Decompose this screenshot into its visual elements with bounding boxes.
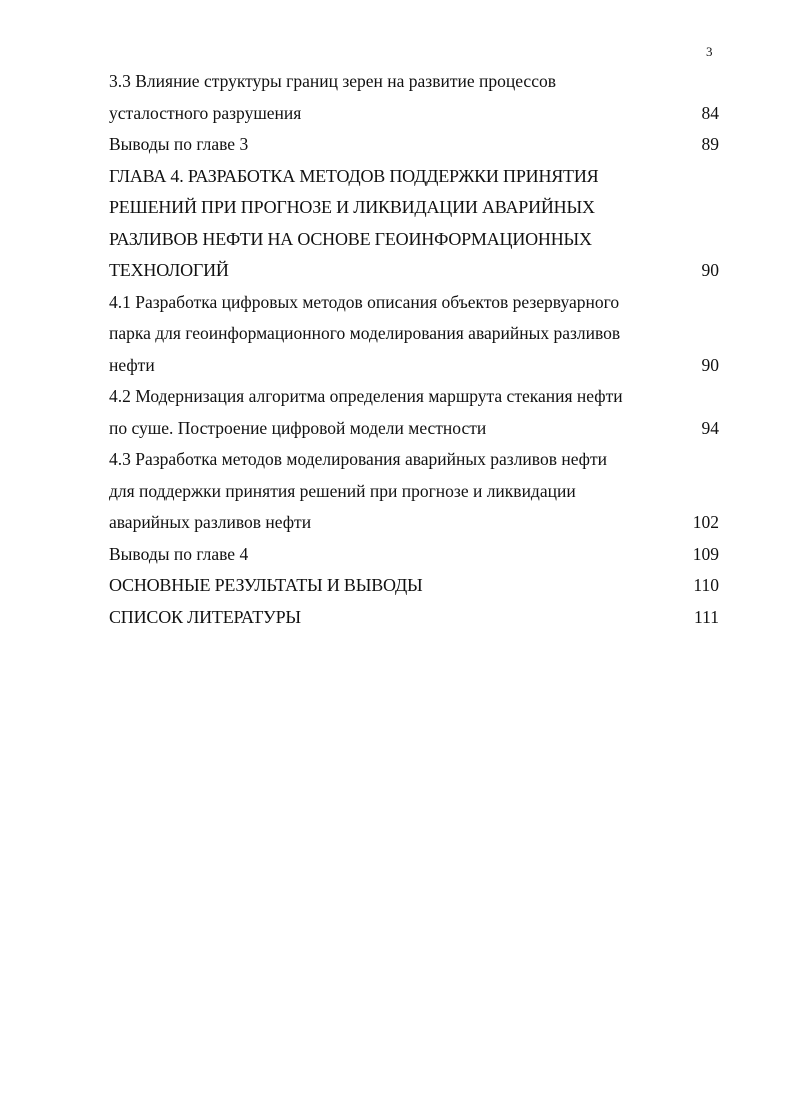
toc-entry-page: 109	[692, 543, 719, 564]
toc-entry-page: 90	[701, 354, 719, 375]
toc-entry-title-line: 4.1 Разработка цифровых методов описания объектов резервуарного	[109, 291, 620, 312]
toc-entry-4-2[interactable]	[109, 381, 719, 444]
toc-entry-title-line: ОСНОВНЫЕ РЕЗУЛЬТАТЫ И ВЫВОДЫ	[109, 575, 423, 595]
toc-entry-title-line: усталостного разрушения	[109, 102, 302, 123]
toc-entry-page: 102	[692, 512, 719, 532]
toc-entry-references[interactable]	[109, 602, 719, 634]
toc-entry-3-3[interactable]	[109, 66, 719, 129]
table-of-contents	[109, 66, 719, 633]
toc-entry-page: 110	[693, 575, 719, 595]
toc-entry-title-line: аварийных разливов нефти	[109, 512, 312, 532]
toc-entry-chapter-4[interactable]	[109, 161, 719, 287]
toc-entry-title-line: Выводы по главе 3	[109, 134, 249, 154]
toc-entry-title-line: Выводы по главе 4	[109, 543, 249, 564]
toc-entry-title-line: по суше. Построение цифровой модели местности	[109, 417, 487, 438]
toc-entry-page: 89	[701, 134, 719, 154]
toc-entry-title-line: СПИСОК ЛИТЕРАТУРЫ	[109, 606, 301, 627]
toc-entry-page: 111	[694, 606, 719, 627]
toc-entry-title-line: РЕШЕНИЙ ПРИ ПРОГНОЗЕ И ЛИКВИДАЦИИ АВАРИЙНЫХ	[109, 197, 595, 217]
toc-entry-main-results[interactable]	[109, 570, 719, 602]
toc-entry-title-line: 4.3 Разработка методов моделирования аварийных разливов нефти	[109, 449, 608, 469]
toc-entry-title-line: ТЕХНОЛОГИЙ	[109, 260, 229, 280]
toc-entry-title-line: парка для геоинформационного моделирования аварийных разливов	[109, 323, 621, 343]
toc-entry-conclusions-ch3[interactable]	[109, 129, 719, 161]
toc-entry-page: 90	[701, 260, 719, 280]
page-number: 3	[706, 44, 713, 59]
toc-entry-title-line: РАЗЛИВОВ НЕФТИ НА ОСНОВЕ ГЕОИНФОРМАЦИОННЫХ	[109, 228, 592, 249]
toc-entry-4-3[interactable]	[109, 444, 719, 539]
toc-entry-title-line: нефти	[109, 354, 155, 375]
toc-entry-title-line: ГЛАВА 4. РАЗРАБОТКА МЕТОДОВ ПОДДЕРЖКИ ПРИНЯТИЯ	[109, 165, 599, 186]
toc-entry-page: 84	[701, 102, 719, 123]
toc-entry-conclusions-ch4[interactable]	[109, 539, 719, 571]
toc-entry-4-1[interactable]	[109, 287, 719, 382]
toc-entry-title-line: 4.2 Модернизация алгоритма определения маршрута стекания нефти	[109, 386, 623, 406]
toc-entry-title-line: для поддержки принятия решений при прогнозе и ликвидации	[109, 480, 576, 501]
toc-entry-page: 94	[701, 417, 719, 438]
toc-entry-title-line: 3.3 Влияние структуры границ зерен на развитие процессов	[109, 71, 556, 91]
